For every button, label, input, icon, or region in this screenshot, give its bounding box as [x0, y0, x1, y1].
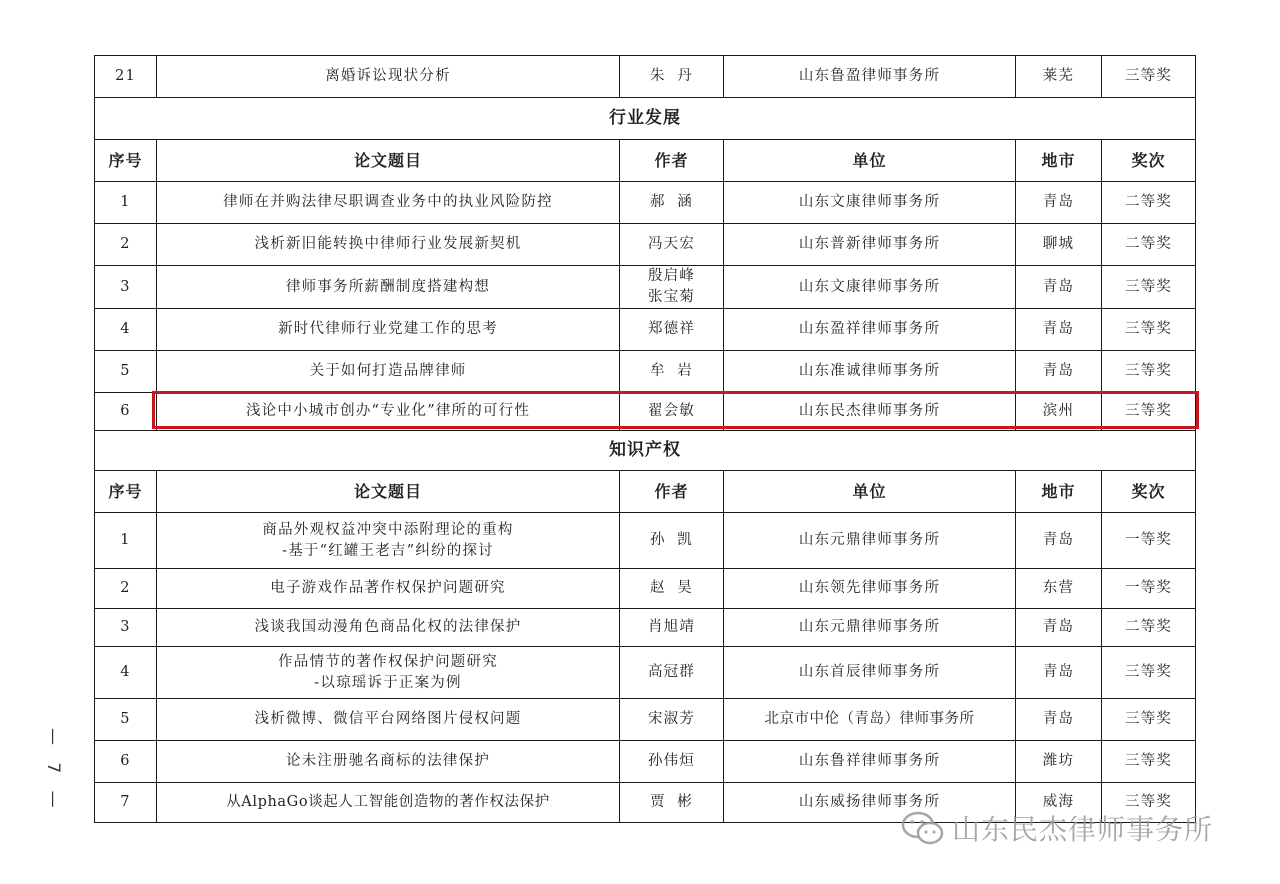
city: 青岛 — [1016, 513, 1102, 569]
city: 青岛 — [1016, 609, 1102, 647]
unit: 山东鲁祥律师事务所 — [724, 741, 1016, 783]
paper-title: 浅析微博、微信平台网络图片侵权问题 — [157, 699, 620, 741]
author: 牟 岩 — [620, 351, 724, 393]
author: 郑德祥 — [620, 309, 724, 351]
title-line: 商品外观权益冲突中添附理论的重构 — [262, 521, 514, 538]
award: 一等奖 — [1102, 569, 1196, 609]
row-number: 4 — [95, 309, 157, 351]
row-number: 4 — [95, 647, 157, 699]
author: 郝 涵 — [620, 182, 724, 224]
column-header-title: 论文题目 — [157, 471, 620, 513]
author-line: 张宝菊 — [647, 289, 696, 305]
paper-title: 新时代律师行业党建工作的思考 — [157, 309, 620, 351]
column-header-unit: 单位 — [724, 471, 1016, 513]
author: 翟会敏 — [620, 393, 724, 431]
award: 三等奖 — [1102, 351, 1196, 393]
section-heading-row — [95, 431, 1196, 471]
unit: 山东元鼎律师事务所 — [724, 609, 1016, 647]
column-header-award: 奖次 — [1102, 140, 1196, 182]
city: 青岛 — [1016, 351, 1102, 393]
row-number: 2 — [95, 224, 157, 266]
table-row — [95, 266, 1196, 309]
column-header-unit: 单位 — [724, 140, 1016, 182]
column-header-row — [95, 471, 1196, 513]
watermark-text: 山东民杰律师事务所 — [952, 813, 1214, 846]
column-header-city: 地市 — [1016, 140, 1102, 182]
row-number: 3 — [95, 266, 157, 309]
unit: 山东元鼎律师事务所 — [724, 513, 1016, 569]
unit: 山东普新律师事务所 — [724, 224, 1016, 266]
unit: 山东首辰律师事务所 — [724, 647, 1016, 699]
author: 高冠群 — [620, 647, 724, 699]
city: 东营 — [1016, 569, 1102, 609]
table-row — [95, 56, 1196, 98]
paper-title: 律师事务所薪酬制度搭建构想 — [157, 266, 620, 309]
table-row — [95, 224, 1196, 266]
paper-title: 从AlphaGo谈起人工智能创造物的著作权法保护 — [157, 783, 620, 823]
table-row — [95, 609, 1196, 647]
title-line: 作品情节的著作权保护问题研究 — [278, 653, 498, 670]
paper-title: 浅谈我国动漫角色商品化权的法律保护 — [157, 609, 620, 647]
city: 威海 — [1016, 783, 1102, 823]
author: 宋淑芳 — [620, 699, 724, 741]
city: 潍坊 — [1016, 741, 1102, 783]
column-header-title: 论文题目 — [157, 140, 620, 182]
city: 莱芜 — [1016, 56, 1102, 98]
author: 赵 昊 — [620, 569, 724, 609]
city: 青岛 — [1016, 647, 1102, 699]
row-number: 5 — [95, 699, 157, 741]
award: 三等奖 — [1102, 741, 1196, 783]
column-header-author: 作者 — [620, 140, 724, 182]
table-row — [95, 741, 1196, 783]
award: 三等奖 — [1102, 266, 1196, 309]
author: 朱 丹 — [620, 56, 724, 98]
wechat-icon — [900, 808, 946, 848]
award: 二等奖 — [1102, 224, 1196, 266]
city: 青岛 — [1016, 182, 1102, 224]
row-number: 6 — [95, 393, 157, 431]
table-row — [95, 569, 1196, 609]
row-number: 2 — [95, 569, 157, 609]
table-row-highlighted — [95, 393, 1196, 431]
table-row — [95, 309, 1196, 351]
unit: 山东鲁盈律师事务所 — [724, 56, 1016, 98]
unit: 山东盈祥律师事务所 — [724, 309, 1016, 351]
row-number: 7 — [95, 783, 157, 823]
page-number: — 7 — — [43, 728, 63, 814]
title-subline: -以琼瑶诉于正案为例 — [314, 674, 462, 691]
table-row — [95, 513, 1196, 569]
row-number: 3 — [95, 609, 157, 647]
row-number: 21 — [95, 56, 157, 98]
author: 冯天宏 — [620, 224, 724, 266]
city: 青岛 — [1016, 699, 1102, 741]
section-heading: 行业发展 — [95, 98, 1196, 140]
unit: 山东民杰律师事务所 — [724, 393, 1016, 431]
row-number: 1 — [95, 182, 157, 224]
author: 肖旭靖 — [620, 609, 724, 647]
paper-title: 离婚诉讼现状分析 — [157, 56, 620, 98]
column-header-city: 地市 — [1016, 471, 1102, 513]
title-subline: -基于“红罐王老吉”纠纷的探讨 — [282, 542, 494, 559]
city: 青岛 — [1016, 266, 1102, 309]
city: 聊城 — [1016, 224, 1102, 266]
awards-table — [94, 55, 1196, 823]
unit: 山东准诚律师事务所 — [724, 351, 1016, 393]
author: 孙 凯 — [620, 513, 724, 569]
row-number: 6 — [95, 741, 157, 783]
column-header-award: 奖次 — [1102, 471, 1196, 513]
table-row — [95, 351, 1196, 393]
column-header-row — [95, 140, 1196, 182]
column-header-no: 序号 — [95, 471, 157, 513]
award: 一等奖 — [1102, 513, 1196, 569]
unit: 山东领先律师事务所 — [724, 569, 1016, 609]
author — [620, 266, 724, 309]
award: 三等奖 — [1102, 783, 1196, 823]
section-heading-row — [95, 98, 1196, 140]
award: 三等奖 — [1102, 699, 1196, 741]
award: 二等奖 — [1102, 182, 1196, 224]
table-row — [95, 182, 1196, 224]
author-line: 殷启峰 — [647, 268, 696, 284]
paper-title: 关于如何打造品牌律师 — [157, 351, 620, 393]
row-number: 5 — [95, 351, 157, 393]
paper-title: 电子游戏作品著作权保护问题研究 — [157, 569, 620, 609]
author: 贾 彬 — [620, 783, 724, 823]
city: 青岛 — [1016, 309, 1102, 351]
award: 三等奖 — [1102, 393, 1196, 431]
column-header-no: 序号 — [95, 140, 157, 182]
paper-title: 论未注册驰名商标的法律保护 — [157, 741, 620, 783]
award: 三等奖 — [1102, 309, 1196, 351]
unit: 山东文康律师事务所 — [724, 266, 1016, 309]
award: 三等奖 — [1102, 56, 1196, 98]
watermark — [900, 808, 1213, 848]
table-row — [95, 647, 1196, 699]
paper-title: 浅论中小城市创办“专业化”律所的可行性 — [157, 393, 620, 431]
section-heading: 知识产权 — [95, 431, 1196, 471]
unit: 山东威扬律师事务所 — [724, 783, 1016, 823]
award: 三等奖 — [1102, 647, 1196, 699]
paper-title: 浅析新旧能转换中律师行业发展新契机 — [157, 224, 620, 266]
paper-title — [157, 647, 620, 699]
row-number: 1 — [95, 513, 157, 569]
table-row — [95, 699, 1196, 741]
author: 孙伟烜 — [620, 741, 724, 783]
unit: 北京市中伦（青岛）律师事务所 — [724, 699, 1016, 741]
column-header-author: 作者 — [620, 471, 724, 513]
unit: 山东文康律师事务所 — [724, 182, 1016, 224]
city: 滨州 — [1016, 393, 1102, 431]
award: 二等奖 — [1102, 609, 1196, 647]
paper-title — [157, 513, 620, 569]
paper-title: 律师在并购法律尽职调查业务中的执业风险防控 — [157, 182, 620, 224]
